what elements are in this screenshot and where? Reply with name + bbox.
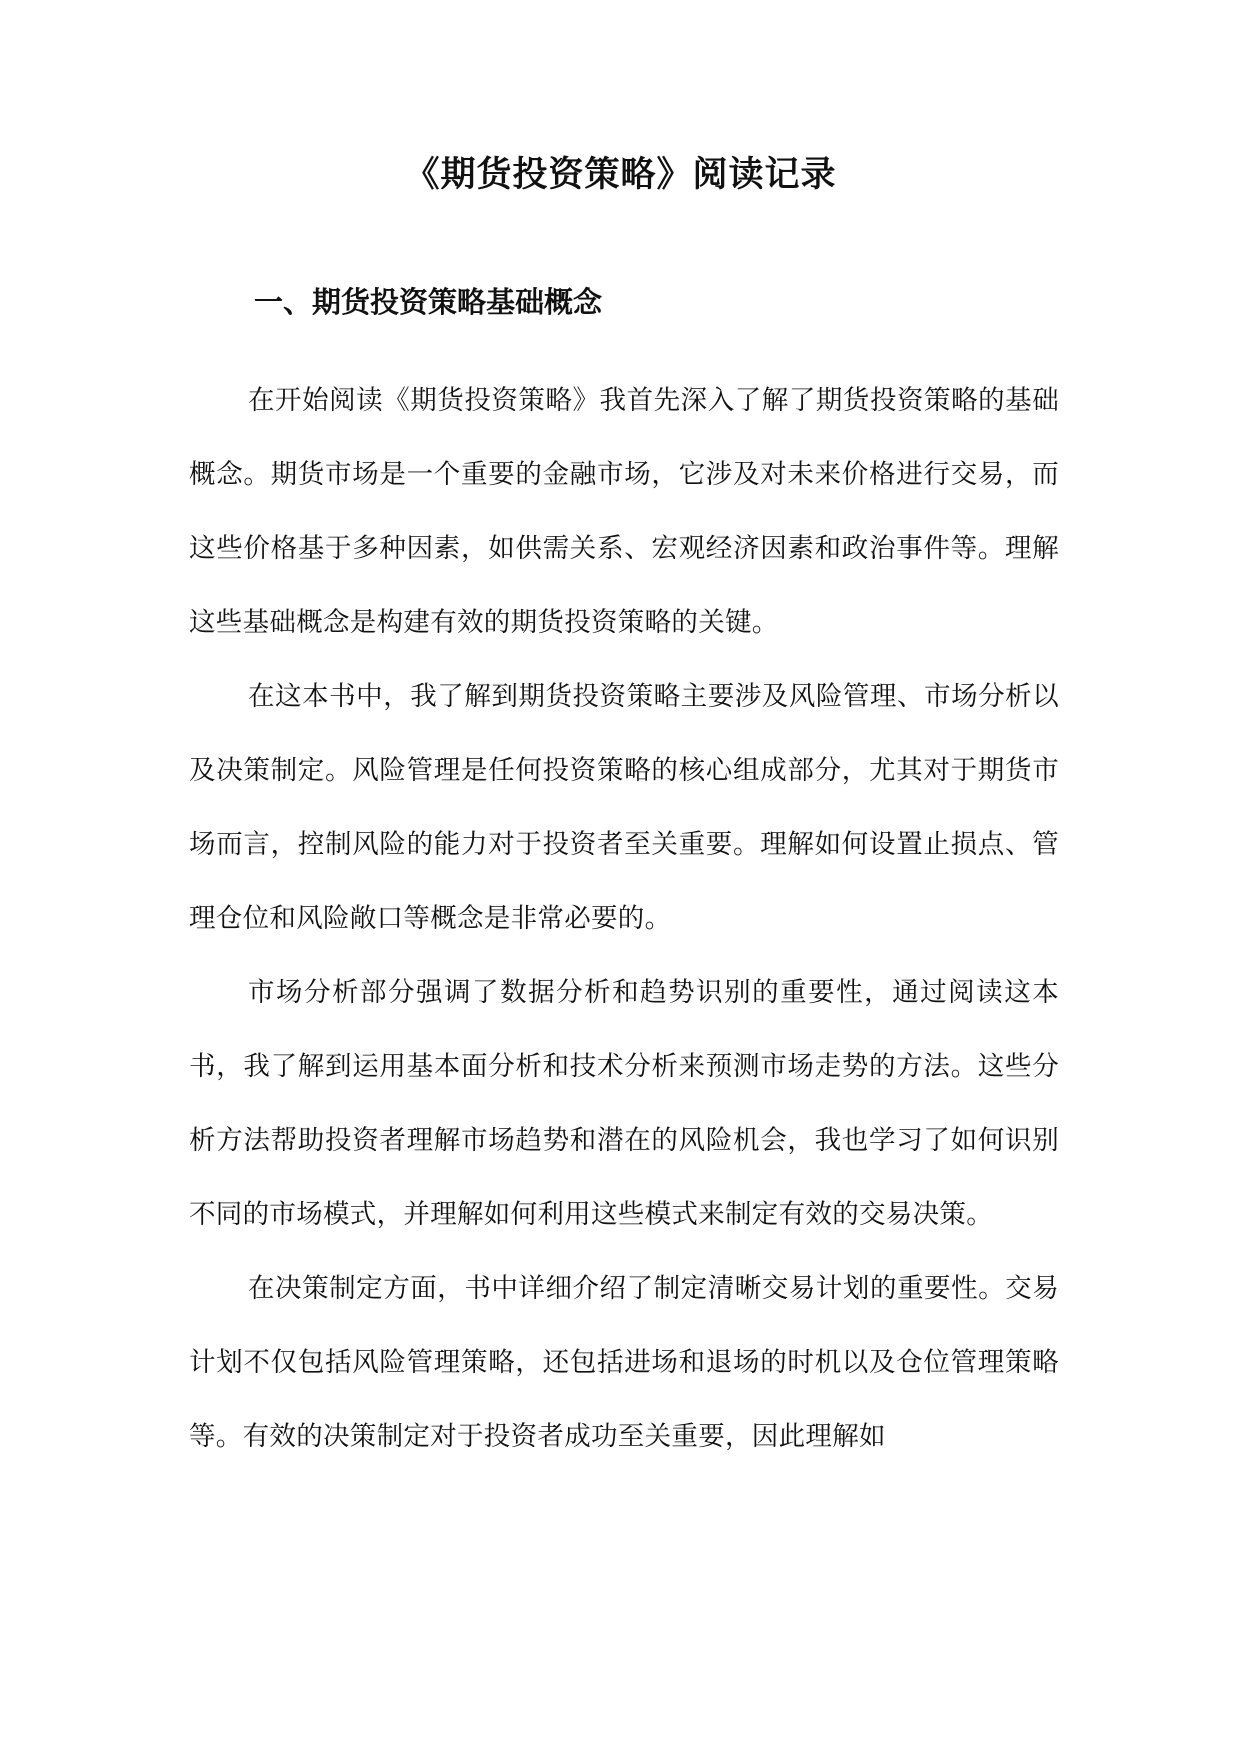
- section-heading: 一、期货投资策略基础概念: [254, 285, 603, 319]
- paragraph: 在开始阅读《期货投资策略》我首先深入了解了期货投资策略的基础概念。期货市场是一个重要的金融市场，它涉及对未来价格进行交易，而这些价格基于多种因素，如供需关系、宏观经济因素和政治事件等。理解这些基础概念是构建有效的期货投资策略的关键。: [189, 385, 1059, 638]
- document-title: 《期货投资策略》阅读记录: [404, 155, 837, 195]
- document-body: [189, 364, 1059, 1474]
- paragraph: 市场分析部分强调了数据分析和趋势识别的重要性，通过阅读这本书，我了解到运用基本面分析和技术分析来预测市场走势的方法。这些分析方法帮助投资者理解市场趋势和潜在的风险机会，我也学习了如何识别不同的市场模式，并理解如何利用这些模式来制定有效的交易决策。: [189, 977, 1059, 1230]
- paragraph: 在决策制定方面，书中详细介绍了制定清晰交易计划的重要性。交易计划不仅包括风险管理策略，还包括进场和退场的时机以及仓位管理策略等。有效的决策制定对于投资者成功至关重要，因此理解如: [189, 1273, 1059, 1452]
- paragraph: 在这本书中，我了解到期货投资策略主要涉及风险管理、市场分析以及决策制定。风险管理是任何投资策略的核心组成部分，尤其对于期货市场而言，控制风险的能力对于投资者至关重要。理解如何设置止损点、管理仓位和风险敞口等概念是非常必要的。: [189, 681, 1059, 934]
